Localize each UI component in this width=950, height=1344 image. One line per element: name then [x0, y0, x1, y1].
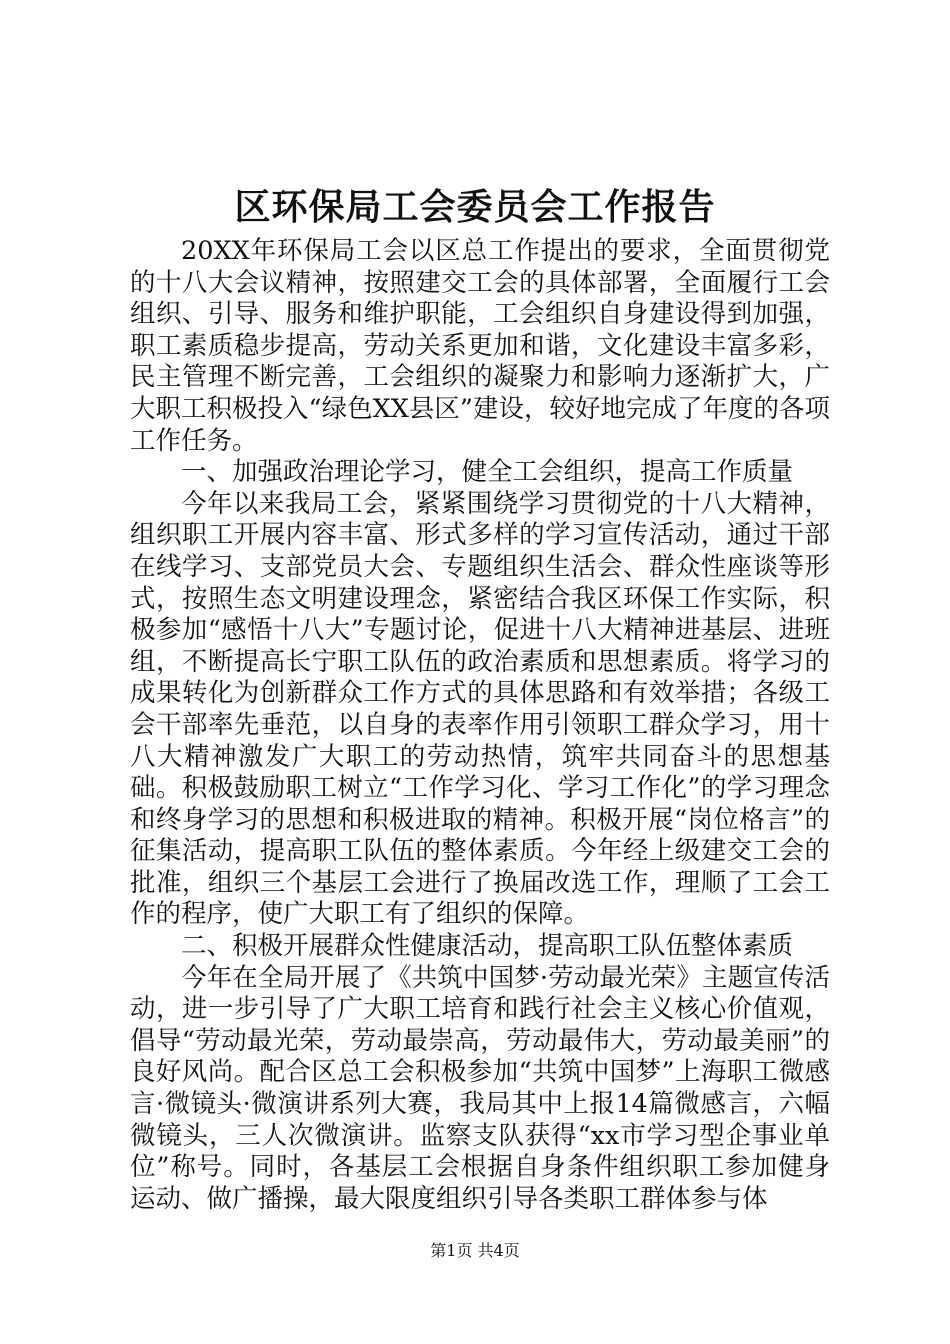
- document-body: [130, 236, 830, 1215]
- page-number-footer: 第1页 共4页: [430, 1241, 520, 1260]
- section-heading-2: 二、积极开展群众性健康活动，提高职工队伍整体素质: [181, 931, 794, 962]
- section-heading-1: 一、加强政治理论学习，健全工会组织，提高工作质量: [181, 457, 794, 488]
- intro-paragraph: 20XX年环保局工会以区总工作提出的要求，全面贯彻党的十八大会议精神，按照建交工会的具体部署，全面履行工会组织、引导、服务和维护职能，工会组织自身建设得到加强，职工素质稳步提高，劳动关系更加和谐，文化建设丰富多彩，民主管理不断完善，工会组织的凝聚力和影响力逐渐扩大，广大职工积极投入“绿色XX县区”建设，较好地完成了年度的各项工作任务。: [130, 236, 830, 456]
- section-2-paragraph: 今年在全局开展了《共筑中国梦·劳动最光荣》主题宣传活动，进一步引导了广大职工培育和践行社会主义核心价值观，倡导“劳动最光荣，劳动最崇高，劳动最伟大，劳动最美丽”的良好风尚。配合区总工会积极参加“共筑中国梦”上海职工微感言·微镜头·微演讲系列大赛，我局其中上报14篇微感言，六幅微镜头，三人次微演讲。监察支队获得“xx市学习型企事业单位”称号。同时，各基层工会根据自身条件组织职工参加健身运动、做广播操，最大限度组织引导各类职工群体参与体: [130, 962, 830, 1214]
- document-title: 区环保局工会委员会工作报告: [234, 186, 716, 228]
- section-1-paragraph: 今年以来我局工会，紧紧围绕学习贯彻党的十八大精神，组织职工开展内容丰富、形式多样的学习宣传活动，通过干部在线学习、支部党员大会、专题组织生活会、群众性座谈等形式，按照生态文明建设理念，紧密结合我区环保工作实际，积极参加“感悟十八大”专题讨论，促进十八大精神进基层、进班组，不断提高长宁职工队伍的政治素质和思想素质。将学习的成果转化为创新群众工作方式的具体思路和有效举措；各级工会干部率先垂范，以自身的表率作用引领职工群众学习，用十八大精神激发广大职工的劳动热情，筑牢共同奋斗的思想基础。积极鼓励职工树立“工作学习化、学习工作化”的学习理念和终身学习的思想和积极进取的精神。积极开展“岗位格言”的征集活动，提高职工队伍的整体素质。今年经上级建交工会的批准，组织三个基层工会进行了换届改选工作，理顺了工会工作的程序，使广大职工有了组织的保障。: [130, 488, 830, 930]
